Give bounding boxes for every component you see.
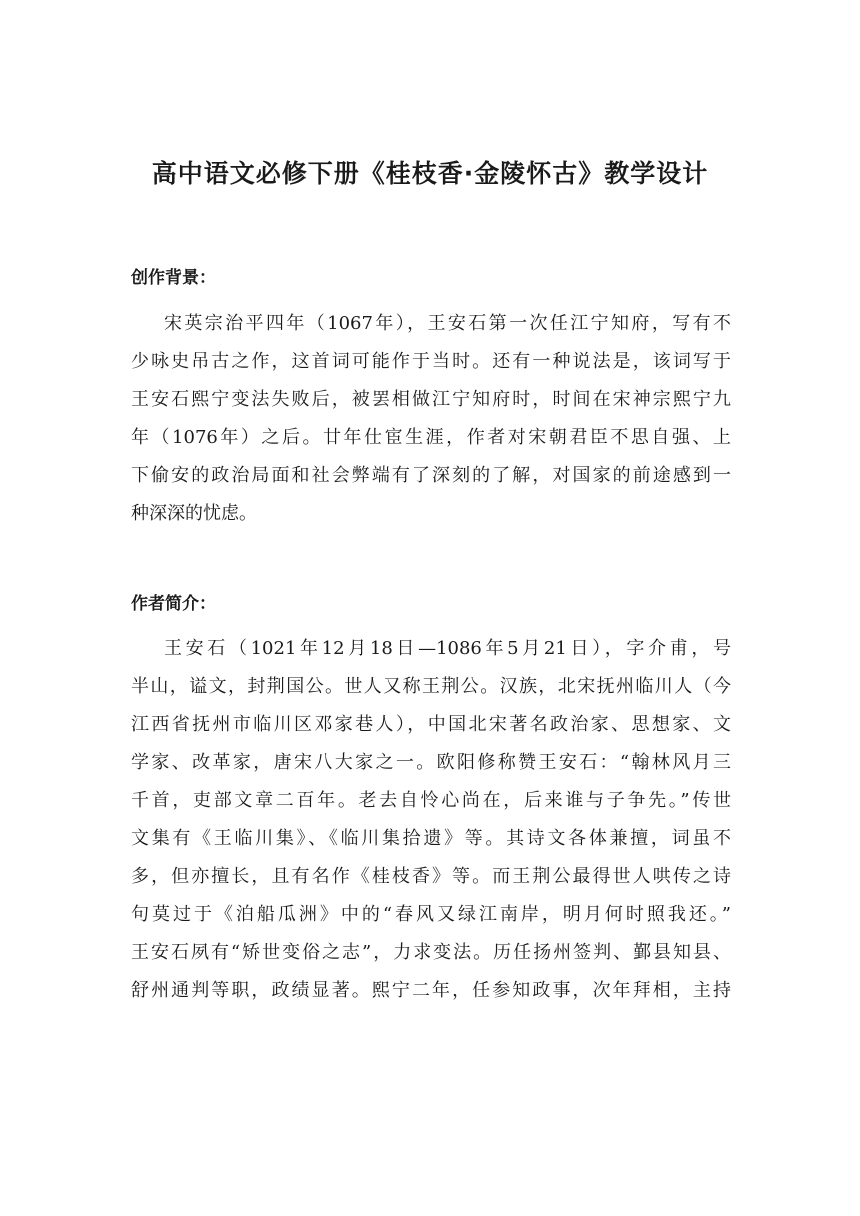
paragraph-author bbox=[131, 630, 731, 1010]
text-line: 江西省抚州市临川区邓家巷人），中国北宋著名政治家、思想家、文 bbox=[131, 714, 731, 735]
text-line: 少咏史吊古之作，这首词可能作于当时。还有一种说法是，该词写于 bbox=[131, 351, 731, 372]
text-line: 种深深的忧虑。 bbox=[131, 503, 257, 524]
section-heading-author: 作者简介： bbox=[131, 594, 216, 614]
text-line: 文集有《王临川集》、《临川集拾遗》等。其诗文各体兼擅，词虽不 bbox=[131, 828, 731, 849]
text-line: 宋英宗治平四年（1067年），王安石第一次任江宁知府，写有不 bbox=[164, 313, 731, 334]
text-line: 王安石夙有“矫世变俗之志”，力求变法。历任扬州签判、鄞县知县、 bbox=[131, 942, 731, 963]
text-line: 王安石熙宁变法失败后，被罢相做江宁知府时，时间在宋神宗熙宁九 bbox=[131, 389, 731, 410]
text-line: 句莫过于《泊船瓜洲》中的“春风又绿江南岸，明月何时照我还。” bbox=[131, 904, 731, 925]
text-line: 学家、改革家，唐宋八大家之一。欧阳修称赞王安石：“翰林风月三 bbox=[131, 752, 731, 773]
text-line: 半山，谥文，封荆国公。世人又称王荆公。汉族，北宋抚州临川人（今 bbox=[131, 676, 731, 697]
section-heading-background: 创作背景： bbox=[131, 268, 216, 288]
text-line: 王安石（1021年12月18日—1086年5月21日），字介甫，号 bbox=[164, 638, 731, 659]
document-title: 高中语文必修下册《桂枝香·金陵怀古》教学设计 bbox=[151, 159, 709, 188]
paragraph-background bbox=[131, 305, 731, 533]
text-line: 下偷安的政治局面和社会弊端有了深刻的了解，对国家的前途感到一 bbox=[131, 465, 731, 486]
text-line: 千首，吏部文章二百年。老去自怜心尚在，后来谁与子争先。”传世 bbox=[131, 790, 731, 811]
text-line: 年（1076年）之后。廿年仕宦生涯，作者对宋朝君臣不思自强、上 bbox=[131, 427, 731, 448]
text-line: 舒州通判等职，政绩显著。熙宁二年，任参知政事，次年拜相，主持 bbox=[131, 980, 731, 1001]
text-line: 多，但亦擅长，且有名作《桂枝香》等。而王荆公最得世人哄传之诗 bbox=[131, 866, 731, 887]
